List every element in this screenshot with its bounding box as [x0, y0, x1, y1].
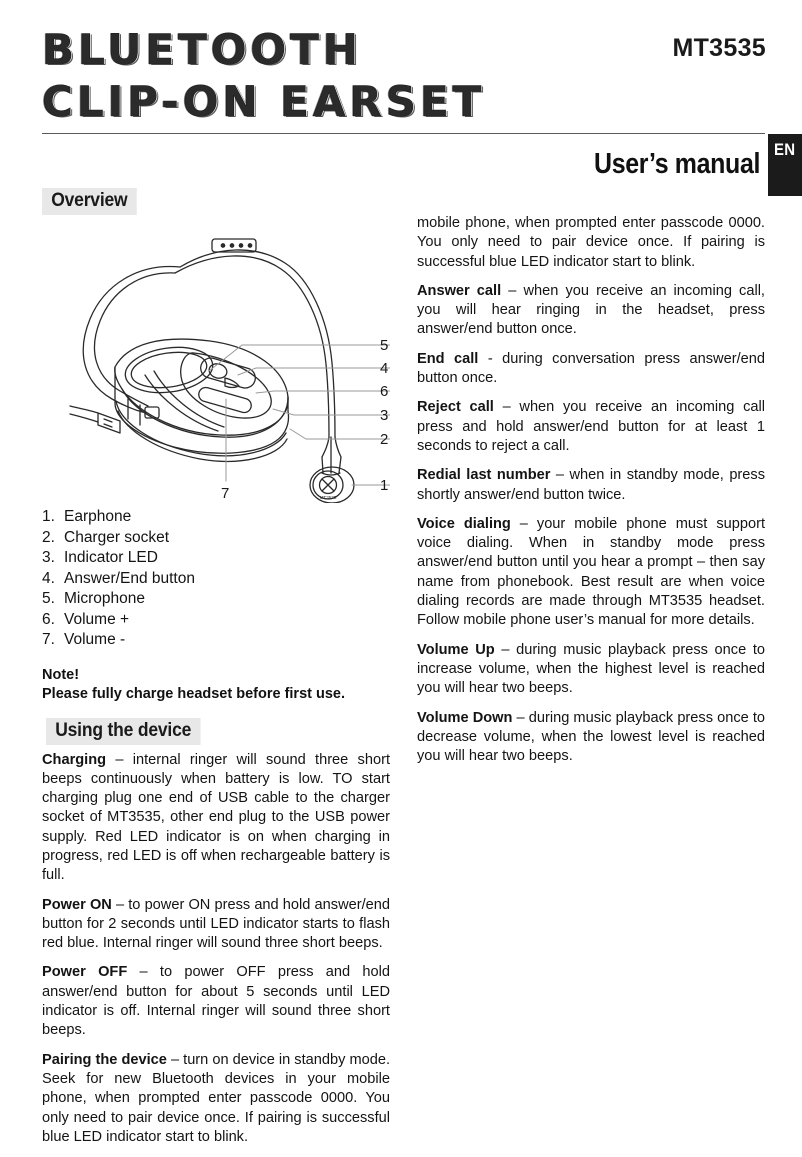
entry-text: to power OFF press and hold answer/end button for about 5 seconds until LED indicator is off. Internal ringer will sound three short beeps.: [42, 964, 391, 1039]
entry-redial-last-number: [417, 466, 765, 505]
entry-text: when in standby mode, press shortly answer/end button twice.: [417, 467, 766, 503]
callout-6: 6: [380, 383, 389, 400]
part-label: Volume -: [64, 631, 126, 648]
part-label: Answer/End button: [64, 569, 195, 587]
entry-separator: –: [501, 282, 524, 299]
entry-text: during conversation press answer/end button once.: [417, 350, 765, 387]
entry-term: Volume Up: [417, 641, 495, 658]
list-item: [42, 507, 390, 528]
section-heading-using-the-device: Using the device: [46, 718, 200, 745]
list-item: [42, 569, 390, 590]
part-label: Earphone: [64, 508, 132, 525]
entry-answer-call: [417, 282, 765, 340]
headset-diagram: [42, 223, 390, 503]
list-item: [42, 528, 390, 549]
entry-term: Charging: [42, 751, 107, 768]
entry-volume-up: [417, 641, 765, 699]
part-number: 4.: [42, 569, 55, 587]
entry-text: during music playback press once to decrease volume, when the lowest level is reached you will hear two beeps.: [417, 709, 766, 765]
right-column: [417, 214, 765, 776]
note-block: [42, 666, 390, 704]
entry-term: Volume Down: [417, 709, 513, 726]
callout-4: 4: [380, 360, 389, 377]
title-line-2: CLIP-ON EARSET: [42, 77, 486, 126]
product-title: [42, 26, 582, 126]
entry-separator: –: [512, 709, 529, 726]
entry-separator: –: [510, 515, 537, 532]
language-tab-label: EN: [774, 140, 796, 159]
manual-subtitle: User’s manual: [593, 148, 760, 180]
note-title: Note!: [42, 666, 80, 683]
entry-separator: –: [127, 964, 160, 981]
entry-term: Voice dialing: [417, 515, 511, 532]
entry-text: when you receive an incoming call press and hold answer/end button for at least 1 seconds to reject a call.: [417, 399, 765, 454]
left-column: [42, 188, 390, 1157]
entry-separator: –: [166, 1051, 184, 1068]
callout-7: 7: [221, 485, 230, 502]
list-item: [42, 548, 390, 569]
entry-text: internal ringer will sound three short beeps continuously when battery is low. TO start charging plug one end of USB cable to the charger socket of MT3535, other end plug to the USB power supply. Red LED indicator is on when charging in progress, red LED is off when rechargeable battery is full.: [42, 751, 391, 884]
entry-voice-dialing: [417, 515, 765, 631]
entry-text: to power ON press and hold answer/end button for 2 seconds until LED indicator starts to flash red blue. Internal ringer will sound three short beeps.: [42, 896, 390, 952]
entry-pairing-the-device: [42, 1051, 390, 1147]
callout-5: 5: [380, 337, 389, 354]
entry-term: Power ON: [42, 896, 112, 913]
entry-term: Pairing the device: [42, 1051, 167, 1068]
part-number: 7.: [42, 631, 55, 648]
part-number: 1.: [42, 508, 55, 525]
part-number: 2.: [42, 528, 55, 546]
language-tab: [768, 134, 802, 196]
entry-separator: –: [106, 751, 133, 768]
entry-term: Answer call: [417, 282, 502, 299]
title-line-1: BLUETOOTH: [42, 25, 362, 74]
entry-volume-down: [417, 709, 765, 767]
list-item: [42, 630, 390, 651]
header-divider: [42, 133, 765, 134]
entry-term: Power OFF: [42, 964, 128, 981]
callout-3: 3: [380, 407, 389, 424]
list-item: [42, 589, 390, 610]
entry-separator: –: [550, 467, 570, 484]
callout-1: 1: [380, 477, 389, 494]
model-number: MT3535: [672, 34, 766, 62]
entry-term: Reject call: [417, 399, 494, 416]
entry-separator: -: [478, 350, 503, 367]
headset-illustration-svg: [42, 223, 390, 503]
masthead: [42, 26, 766, 136]
entry-separator: –: [493, 399, 520, 416]
entry-separator: –: [494, 641, 517, 658]
part-number: 6.: [42, 610, 55, 628]
entry-charging: [42, 751, 390, 886]
entry-text: your mobile phone must support voice dialing. When in standby mode press answer/end button until you hear a prompt – then say name from phonebook. Best result are when voice dialing records are made through MT3535 headset. Follow mobile phone user’s manual for more details.: [417, 515, 765, 629]
part-label: Indicator LED: [64, 549, 158, 566]
entry-text: turn on device in standby mode. Seek for new Bluetooth devices in your mobile phone, when prompted enter passcode 0000. You only need to pair device once. If pairing is successful blue LED indicator start to blink.: [42, 1051, 391, 1145]
parts-list: [42, 507, 390, 651]
entry-text: when you receive an incoming call, you will hear ringing in the headset, press answer/end button once.: [417, 282, 765, 338]
part-number: 3.: [42, 549, 55, 566]
entry-term: End call: [417, 350, 479, 367]
entry-separator: –: [111, 896, 129, 913]
part-label: Microphone: [64, 590, 145, 607]
entry-text: during music playback press once to increase volume, when the highest level is reached you will hear two beeps.: [417, 641, 765, 697]
entry-end-call: [417, 350, 765, 389]
section-heading-overview: Overview: [42, 188, 137, 215]
entry-power-on: [42, 896, 390, 954]
part-label: Charger socket: [64, 528, 170, 546]
entry-reject-call: [417, 398, 765, 456]
part-label: Volume +: [64, 610, 130, 628]
earphone-marking: MT3535: [319, 495, 337, 500]
entry-pairing-continuation: mobile phone, when prompted enter passcode 0000. You only need to pair device once. If pairing is successful blue LED indicator start to blink.: [417, 215, 765, 270]
callout-2: 2: [380, 431, 389, 448]
part-number: 5.: [42, 590, 55, 607]
entry-power-off: [42, 963, 390, 1040]
entry-term: Redial last number: [417, 467, 551, 484]
list-item: [42, 610, 390, 631]
diagram-callout-numbers: [221, 337, 388, 502]
note-text: Please fully charge headset before first use.: [42, 685, 346, 702]
